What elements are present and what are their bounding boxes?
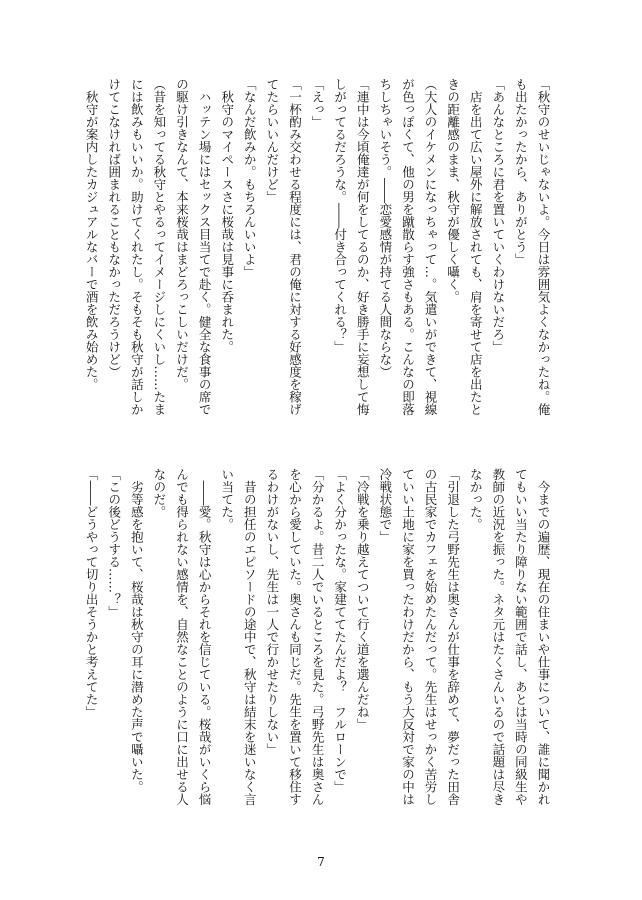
- text-line: 冷戦状態で」: [377, 468, 393, 543]
- text-line: 「連中は今頃俺達が何をしてるのか、好き勝手に妄想して悔: [355, 78, 371, 416]
- text-line: 「えっ」: [310, 78, 326, 128]
- text-line: 「冷戦を乗り越えてついて行く道を選んだね」: [355, 468, 371, 731]
- text-line: 「分かるよ。昔二人でいるところを見た。弓野先生は奥さん: [310, 468, 326, 806]
- text-line: けてこなければ囲まれることもなかっただろうけど）: [106, 78, 122, 378]
- text-line: 「なんだ飲みか。もちろんいいよ」: [242, 78, 258, 278]
- text-line: るわけがないし、先生は一人で行かせたりしない」: [264, 468, 280, 756]
- text-line: 今までの遍歴、現在の住まいや仕事について、誰に聞かれ: [536, 468, 551, 806]
- text-line: の古民家でカフェを始めたんだって。先生はせっかく苦労し: [423, 468, 439, 806]
- text-line: きの距離感のまま、秋守が優しく囁く。: [445, 78, 461, 303]
- text-line: （昔を知ってる秋守とやるってイメージしにくいし……たま: [151, 78, 167, 416]
- text-line: い当てた。: [219, 468, 235, 531]
- text-line: も出たかったから、ありがとう」: [513, 78, 529, 266]
- text-line: （大人のイケメンになっちゃって…。気遣いができて、視線: [423, 78, 439, 416]
- text-line: 「この後どうする……？」: [106, 468, 122, 618]
- text-line: の駆け引きなんて、本来桜哉はまどろっこしいだけだ。: [174, 78, 190, 391]
- text-line: てたらいいんだけど」: [264, 78, 280, 203]
- text-line: が色っぽくて、他の男を蹴散らす強さもある。こんなの即落: [400, 78, 416, 416]
- text-line: を心から愛していた。奥さんも同じだ。先生を置いて移住す: [287, 468, 303, 806]
- text-line: 「一杯酌み交わせる程度には、君の俺に対する好感度を稼げ: [287, 78, 303, 416]
- text-line: ――愛。秋守は心からそれを信じている。桜哉がいくら悩: [197, 468, 213, 806]
- text-line: 秋守が案内したカジュアルなバーで酒を飲み始めた。: [84, 78, 100, 391]
- text-block-top: [80, 78, 554, 423]
- text-line: 秋守のマイペースさに桜哉は見事に呑まれた。: [219, 78, 235, 353]
- text-line: しがってるだろうな。――付き合ってくれる？」: [332, 78, 348, 353]
- text-line: ちしちゃいそう。――恋愛感情が持てる人間ならな）: [377, 78, 393, 378]
- text-line: なかった。: [468, 468, 484, 531]
- text-line: 店を出て広い屋外に解放されても、肩を寄せて店を出たと: [468, 78, 484, 416]
- text-line: 「よく分かったな。家建ててたんだよ？ フルローンで」: [332, 468, 348, 793]
- text-line: 「――どうやって切り出そうかと考えてた」: [84, 468, 100, 718]
- text-line: 劣等感を抱いて、桜哉は秋守の耳に潜めた声で囁いた。: [129, 468, 145, 793]
- text-line: んでも得られない感情を、自然なことのように口に出せる人: [174, 468, 190, 806]
- text-line: には飲みもいいか。助けてくれたし。そもそも秋守が話しか: [129, 78, 145, 416]
- text-line: 昔の担任のエピソードの途中で、秋守は結末を迷いなく言: [242, 468, 258, 806]
- text-line: 教師の近況を振った。ネタ元はたくさんいるので話題は尽き: [490, 468, 506, 806]
- text-line: てもいい当たり障りない範囲で話し、あとは当時の同級生や: [513, 468, 529, 806]
- text-line: 「引退した弓野先生は奥さんが仕事を辞めて、夢だった田舎: [445, 468, 461, 806]
- text-line: なのだ。: [151, 468, 167, 518]
- text-line: 「あんなところに君を置いていくわけないだろ」: [490, 78, 506, 353]
- text-line: ハッテン場にはセックス目当てで赴く。健全な食事の席で: [197, 78, 213, 416]
- text-block-bottom: [80, 468, 554, 813]
- text-line: ていい土地に家を買ったわけだから、もう大反対で家の中は: [400, 468, 416, 806]
- text-line: 「秋守のせいじゃないよ。今日は雰囲気よくなかったね。俺: [536, 78, 551, 416]
- page-number: 7: [317, 855, 325, 869]
